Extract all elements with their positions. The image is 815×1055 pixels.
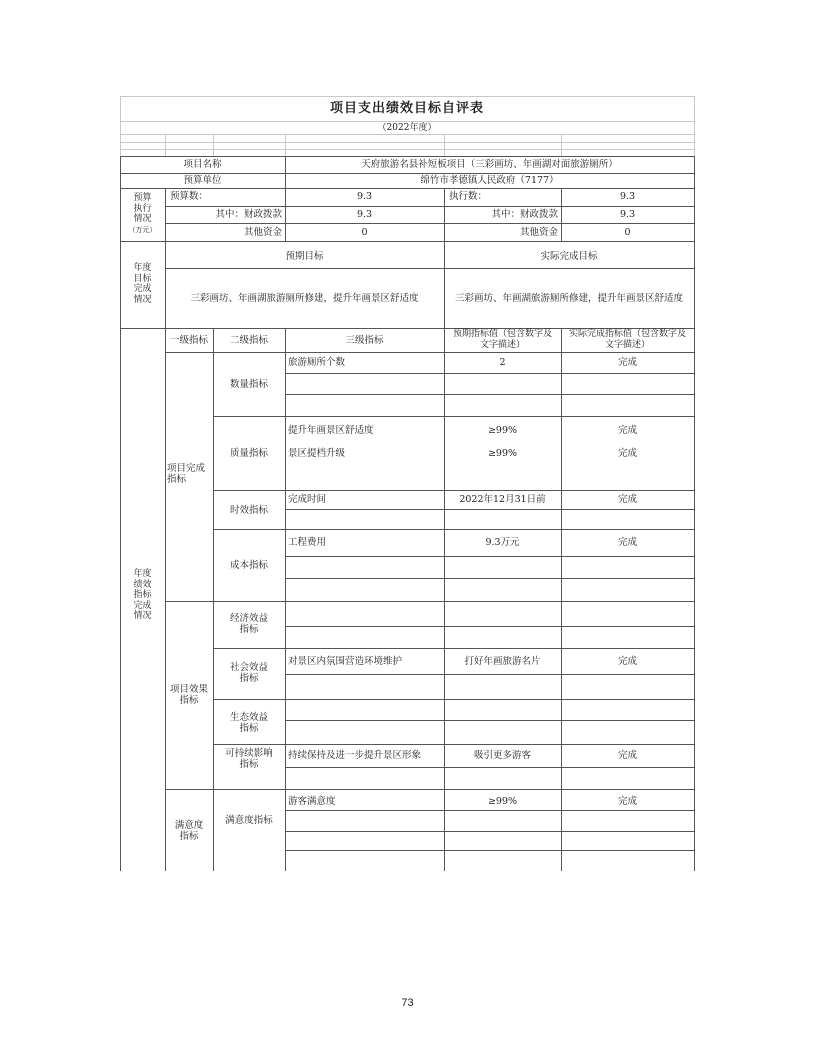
indicators-section-label: 年度 绩效 指标 完成 情况 (133, 569, 152, 621)
actual-goal-text: 三彩画坊、年画湖旅游厕所修建，提升年画景区舒适度 (454, 293, 683, 304)
row-line (285, 626, 694, 627)
execution-amount-label: 执行数： (449, 191, 488, 202)
fiscal-budget-label: 其中：财政拨款 (215, 209, 282, 220)
timeliness-indicator: 时效指标 (229, 505, 268, 516)
satisfaction-indicator-group: 满意度 指标 (174, 820, 204, 842)
row-line (285, 556, 694, 557)
satisfaction-indicator: 满意度指标 (225, 815, 273, 826)
budget-amount-label: 预算数： (170, 191, 209, 202)
row-line (165, 789, 694, 790)
self-evaluation-sheet (120, 96, 694, 871)
project-name-label: 项目名称 (183, 159, 222, 170)
expected-goal-text: 三彩画坊、年画湖旅游厕所修建，提升年画景区舒适度 (190, 293, 419, 304)
grid-line (444, 134, 445, 156)
row-line (120, 173, 694, 174)
actual-value: 完成 (617, 750, 637, 761)
grid-line (120, 121, 694, 122)
execution-amount-value: 9.3 (619, 191, 636, 202)
grid-line (694, 96, 695, 156)
grid-line (285, 134, 286, 156)
budget-unit-label: 预算单位 (183, 175, 222, 186)
indicator-name: 持续保持及进一步提升景区形象 (288, 750, 422, 761)
other-exec-label: 其他资金 (519, 227, 558, 238)
indicator-name: 工程费用 (288, 537, 327, 548)
quantity-indicator: 数量指标 (229, 379, 268, 390)
expected-value: 9.3万元 (485, 537, 520, 548)
grid-line (120, 134, 694, 135)
expected-value: 2022年12月31日前 (459, 494, 546, 505)
row-line (165, 601, 694, 602)
budget-section-label: 预算 执行 情况 （万元） (128, 193, 157, 234)
level1-header: 一级指标 (169, 335, 208, 346)
row-line (213, 416, 694, 417)
row-line (285, 810, 694, 811)
project-name-value: 天府旅游名县补短板项目（三彩画坊、年画湖对面旅游厕所） (361, 159, 618, 170)
row-line (285, 373, 694, 374)
actual-value: 完成 (617, 537, 637, 548)
cost-indicator: 成本指标 (229, 560, 268, 571)
table-title: 项目支出绩效目标自评表 (329, 101, 484, 116)
actual-value-header: 实际完成指标值（包含数字及 文字描述） (568, 329, 686, 350)
budget-unit-value: 绵竹市孝德镇人民政府（7177） (420, 175, 559, 186)
sustainable-impact-indicator: 可持续影响 指标 (225, 748, 273, 770)
row-line (213, 529, 694, 530)
table-border (120, 156, 694, 157)
indicator-name: 旅游厕所个数 (288, 357, 346, 368)
completion-indicator-group: 项目完成 指标 (167, 463, 206, 485)
fiscal-exec-value: 9.3 (619, 209, 636, 220)
social-benefit-indicator: 社会效益 指标 (229, 662, 268, 684)
row-line (285, 674, 694, 675)
row-line (165, 268, 694, 269)
indicator-name: 提升年画景区舒适度 (288, 425, 374, 436)
quality-indicator: 质量指标 (229, 448, 268, 459)
fiscal-budget-value: 9.3 (356, 209, 373, 220)
expected-value-header: 预期指标值（包含数字及 文字描述） (452, 329, 552, 350)
actual-value: 完成 (617, 425, 637, 436)
grid-line (213, 134, 214, 156)
table-border (694, 156, 695, 871)
level3-header: 三级指标 (345, 335, 384, 346)
fiscal-exec-label: 其中：财政拨款 (491, 209, 558, 220)
grid-line (561, 134, 562, 156)
ecological-benefit-indicator: 生态效益 指标 (229, 712, 268, 734)
budget-amount-value: 9.3 (356, 191, 373, 202)
expected-value: ≥99% (487, 425, 518, 436)
indicator-name: 完成时间 (288, 494, 327, 505)
grid-line (120, 142, 694, 143)
actual-value: 完成 (617, 796, 637, 807)
effect-indicator-group: 项目效果 指标 (169, 684, 208, 706)
row-line (285, 831, 694, 832)
grid-line (120, 96, 694, 97)
indicator-name: 景区提档升级 (288, 448, 346, 459)
row-line (285, 850, 694, 851)
grid-line (120, 149, 694, 150)
expected-value: 吸引更多游客 (473, 750, 531, 761)
row-line (213, 699, 694, 700)
row-line (285, 578, 694, 579)
report-year: （2022年度） (377, 123, 437, 133)
page-number: 73 (401, 997, 414, 1009)
expected-value: ≥99% (487, 448, 518, 459)
actual-goal-header: 实际完成目标 (540, 251, 598, 262)
row-line (165, 206, 694, 207)
row-line (285, 767, 694, 768)
row-line (165, 352, 694, 353)
actual-value: 完成 (617, 448, 637, 459)
row-line (285, 509, 694, 510)
actual-value: 完成 (617, 357, 637, 368)
row-line (285, 394, 694, 395)
indicator-name: 游客满意度 (288, 796, 336, 807)
actual-value: 完成 (617, 494, 637, 505)
expected-goal-header: 预期目标 (285, 251, 324, 262)
actual-value: 完成 (617, 656, 637, 667)
row-line (120, 188, 694, 189)
goals-section-label: 年度 目标 完成 情况 (133, 263, 152, 305)
economic-benefit-indicator: 经济效益 指标 (229, 613, 268, 635)
indicator-name: 对景区内氛围营造环境维护 (288, 656, 403, 667)
row-line (213, 490, 694, 491)
other-budget-value: 0 (361, 227, 368, 238)
expected-value: ≥99% (487, 796, 518, 807)
other-exec-value: 0 (624, 227, 631, 238)
row-line (213, 744, 694, 745)
expected-value: 打好年画旅游名片 (464, 656, 541, 667)
row-line (213, 648, 694, 649)
other-budget-label: 其他资金 (243, 227, 282, 238)
row-line (165, 223, 694, 224)
level2-header: 二级指标 (229, 335, 268, 346)
grid-line (165, 134, 166, 156)
row-line (120, 241, 694, 242)
expected-value: 2 (499, 357, 506, 368)
row-line (285, 720, 694, 721)
